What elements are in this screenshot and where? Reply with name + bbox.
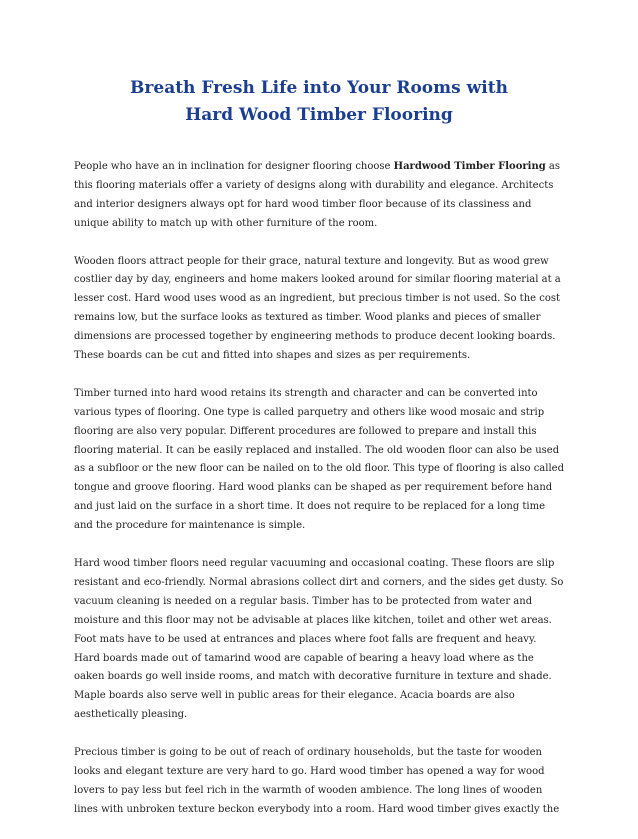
- paragraph-2: Wooden floors attract people for their grace, natural texture and longevity. But as wood grew costlier day by day, engineers and home makers looked around for similar flooring material at a lesser cost. Hard wood uses wood as an ingredient, but precious timber is not used. So the cost remains low, but the surface looks as textured as timber. Wood planks and pieces of smaller dimensions are processed together by engineering methods to produce decent looking boards. These boards can be cut and fitted into shapes and sizes as per requirements.: [74, 255, 561, 362]
- paragraph-5: Precious timber is going to be out of reach of ordinary households, but the taste for wooden looks and elegant texture are very hard to go. Hard wood timber has opened a way for wood lovers to pay less but feel rich in the warmth of wooden ambience. The long lines of wooden lines with unbroken texture beckon everybody into a room. Hard wood timber gives exactly the: [74, 747, 560, 815]
- paragraph-1-text-end: as this flooring materials offer a variety of designs along with durability and elegance. Architects and interior designers always opt for hard wood timber floor because of its classiness and unique ability to match up with other furniture of the room.: [74, 161, 561, 229]
- title-line-1: Breath Fresh Life into Your Rooms with: [130, 78, 508, 98]
- paragraph-1: [74, 158, 564, 234]
- document-body: [74, 158, 564, 839]
- paragraph-1-text-start: People who have an in inclination for designer flooring choose: [74, 161, 394, 172]
- title-line-2: Hard Wood Timber Flooring: [185, 105, 453, 125]
- paragraph-4: Hard wood timber floors need regular vacuuming and occasional coating. These floors are slip resistant and eco-friendly. Normal abrasions collect dirt and corners, and the sides get dusty. So vacuum cleaning is needed on a regular basis. Timber has to be protected from water and moisture and this floor may not be advisable at places like kitchen, toilet and other wet areas. Foot mats have to be used at entrances and places where foot falls are frequent and heavy. Hard boards made out of tamarind wood are capable of bearing a heavy load where as the oaken boards go well inside rooms, and match with decorative furniture in texture and shade. Maple boards also serve well in public areas for their elegance. Acacia boards are also aesthetically pleasing.: [74, 557, 564, 721]
- paragraph-3: Timber turned into hard wood retains its strength and character and can be converted into various types of flooring. One type is called parquetry and others like wood mosaic and strip flooring are also very popular. Different procedures are followed to prepare and install this flooring material. It can be easily replaced and installed. The old wooden floor can also be used as a subfloor or the new floor can be nailed on to the old floor. This type of flooring is also called tongue and groove flooring. Hard wood planks can be shaped as per requirement before hand and just laid on the surface in a short time. It does not require to be replaced for a long time and the procedure for maintenance is simple.: [74, 387, 564, 532]
- paragraph-1-bold-term: Hardwood Timber Flooring: [393, 161, 546, 172]
- document-title: [60, 75, 578, 129]
